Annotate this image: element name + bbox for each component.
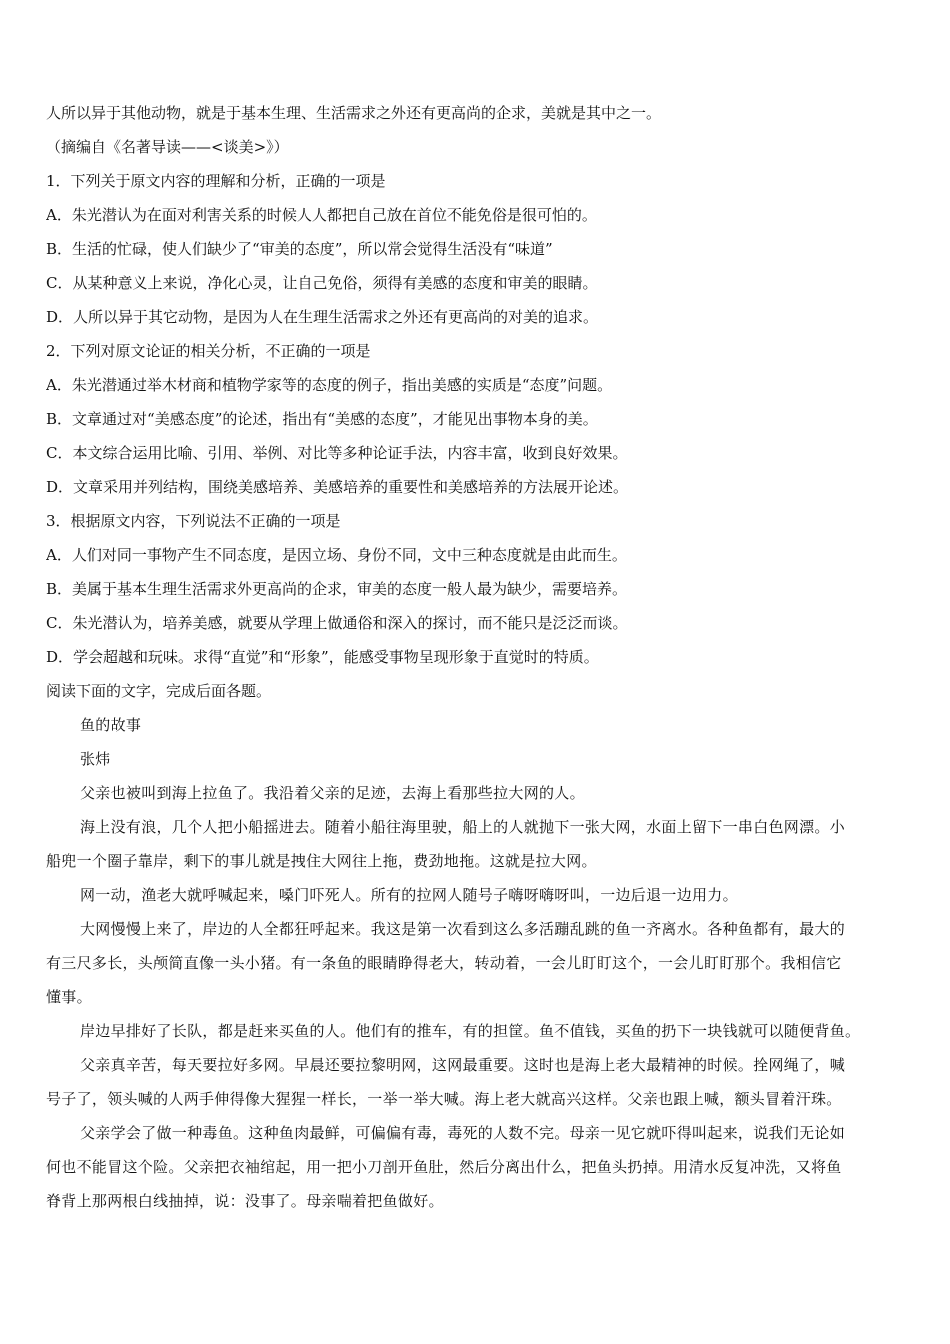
story-section (46, 708, 906, 1218)
story-line: 海上没有浪，几个人把小船摇进去。随着小船往海里驶，船上的人就抛下一张大网，水面上留下一串白色网漂。小 (80, 818, 846, 836)
story-line: 父亲学会了做一种毒鱼。这种鱼肉最鲜，可偏偏有毒，毒死的人数不完。母亲一见它就吓得叫起来，说我们无论如 (80, 1124, 846, 1142)
story-line: 网一动，渔老大就呼喊起来，嗓门吓死人。所有的拉网人随号子嗨呀嗨呀叫，一边后退一边用力。 (80, 886, 738, 904)
reading-prompt: 阅读下面的文字，完成后面各题。 (46, 682, 272, 700)
story-author: 张炜 (80, 750, 111, 768)
option-c: C．从某种意义上来说，净化心灵，让自己免俗，须得有美感的态度和审美的眼睛。 (46, 274, 598, 292)
option-b: B．生活的忙碌，使人们缺少了“审美的态度”，所以常会觉得生活没有“味道” (46, 240, 553, 258)
story-line: 船兜一个圈子靠岸，剩下的事儿就是拽住大网往上拖，费劲地拖。这就是拉大网。 (46, 852, 597, 870)
story-line: 父亲也被叫到海上拉鱼了。我沿着父亲的足迹，去海上看那些拉大网的人。 (80, 784, 585, 802)
story-title: 鱼的故事 (80, 716, 142, 734)
story-line: 懂事。 (46, 988, 92, 1006)
option-d: D．人所以异于其它动物，是因为人在生理生活需求之外还有更高尚的对美的追求。 (46, 308, 599, 326)
story-line: 父亲真辛苦，每天要拉好多网。早晨还要拉黎明网，这网最重要。这时也是海上老大最精神的时候。拴网绳了，喊 (80, 1056, 846, 1074)
question-1 (46, 164, 906, 334)
option-c: C．本文综合运用比喻、引用、举例、对比等多种论证手法，内容丰富，收到良好效果。 (46, 444, 628, 462)
passage-source: （摘编自《名著导读——<谈美>》） (46, 138, 289, 156)
option-a: A．人们对同一事物产生不同态度，是因立场、身份不同，文中三种态度就是由此而生。 (46, 546, 627, 564)
question-3 (46, 504, 906, 674)
option-c: C．朱光潜认为，培养美感，就要从学理上做通俗和深入的探讨，而不能只是泛泛而谈。 (46, 614, 628, 632)
story-line: 何也不能冒这个险。父亲把衣袖绾起，用一把小刀剖开鱼肚，然后分离出什么，把鱼头扔掉。用清水反复冲洗，又将鱼 (46, 1158, 842, 1176)
option-a: A．朱光潜认为在面对利害关系的时候人人都把自己放在首位不能免俗是很可怕的。 (46, 206, 597, 224)
story-line: 脊背上那两根白线抽掉，说：没事了。母亲喘着把鱼做好。 (46, 1192, 444, 1210)
story-line: 岸边早排好了长队，都是赶来买鱼的人。他们有的推车，有的担筐。鱼不值钱，买鱼的扔下一块钱就可以随便背鱼。 (80, 1022, 861, 1040)
story-body (46, 776, 906, 1218)
story-line: 大网慢慢上来了，岸边的人全都狂呼起来。我这是第一次看到这么多活蹦乱跳的鱼一齐离水。各种鱼都有，最大的 (80, 920, 846, 938)
story-line: 号子了，领头喊的人两手伸得像大猩猩一样长，一举一举大喊。海上老大就高兴这样。父亲也跟上喊，额头冒着汗珠。 (46, 1090, 842, 1108)
option-d: D．学会超越和玩味。求得“直觉”和“形象”，能感受事物呈现形象于直觉时的特质。 (46, 648, 599, 666)
option-b: B．美属于基本生理生活需求外更高尚的企求，审美的态度一般人最为缺少，需要培养。 (46, 580, 628, 598)
option-d: D．文章采用并列结构，围绕美感培养、美感培养的重要性和美感培养的方法展开论述。 (46, 478, 629, 496)
question-stem: 2．下列对原文论证的相关分析，不正确的一项是 (46, 342, 371, 360)
story-line: 有三尺多长，头颅简直像一头小猪。有一条鱼的眼睛睁得老大，转动着，一会儿盯盯这个，一会儿盯盯那个。我相信它 (46, 954, 842, 972)
passage-text-line: 人所以异于其他动物，就是于基本生理、生活需求之外还有更高尚的企求，美就是其中之一。 (46, 104, 662, 122)
option-b: B．文章通过对“美感态度”的论述，指出有“美感的态度”，才能见出事物本身的美。 (46, 410, 598, 428)
question-2 (46, 334, 906, 504)
option-a: A．朱光潜通过举木材商和植物学家等的态度的例子，指出美感的实质是“态度”问题。 (46, 376, 613, 394)
question-stem: 3．根据原文内容，下列说法不正确的一项是 (46, 512, 341, 530)
question-stem: 1．下列关于原文内容的理解和分析，正确的一项是 (46, 172, 386, 190)
